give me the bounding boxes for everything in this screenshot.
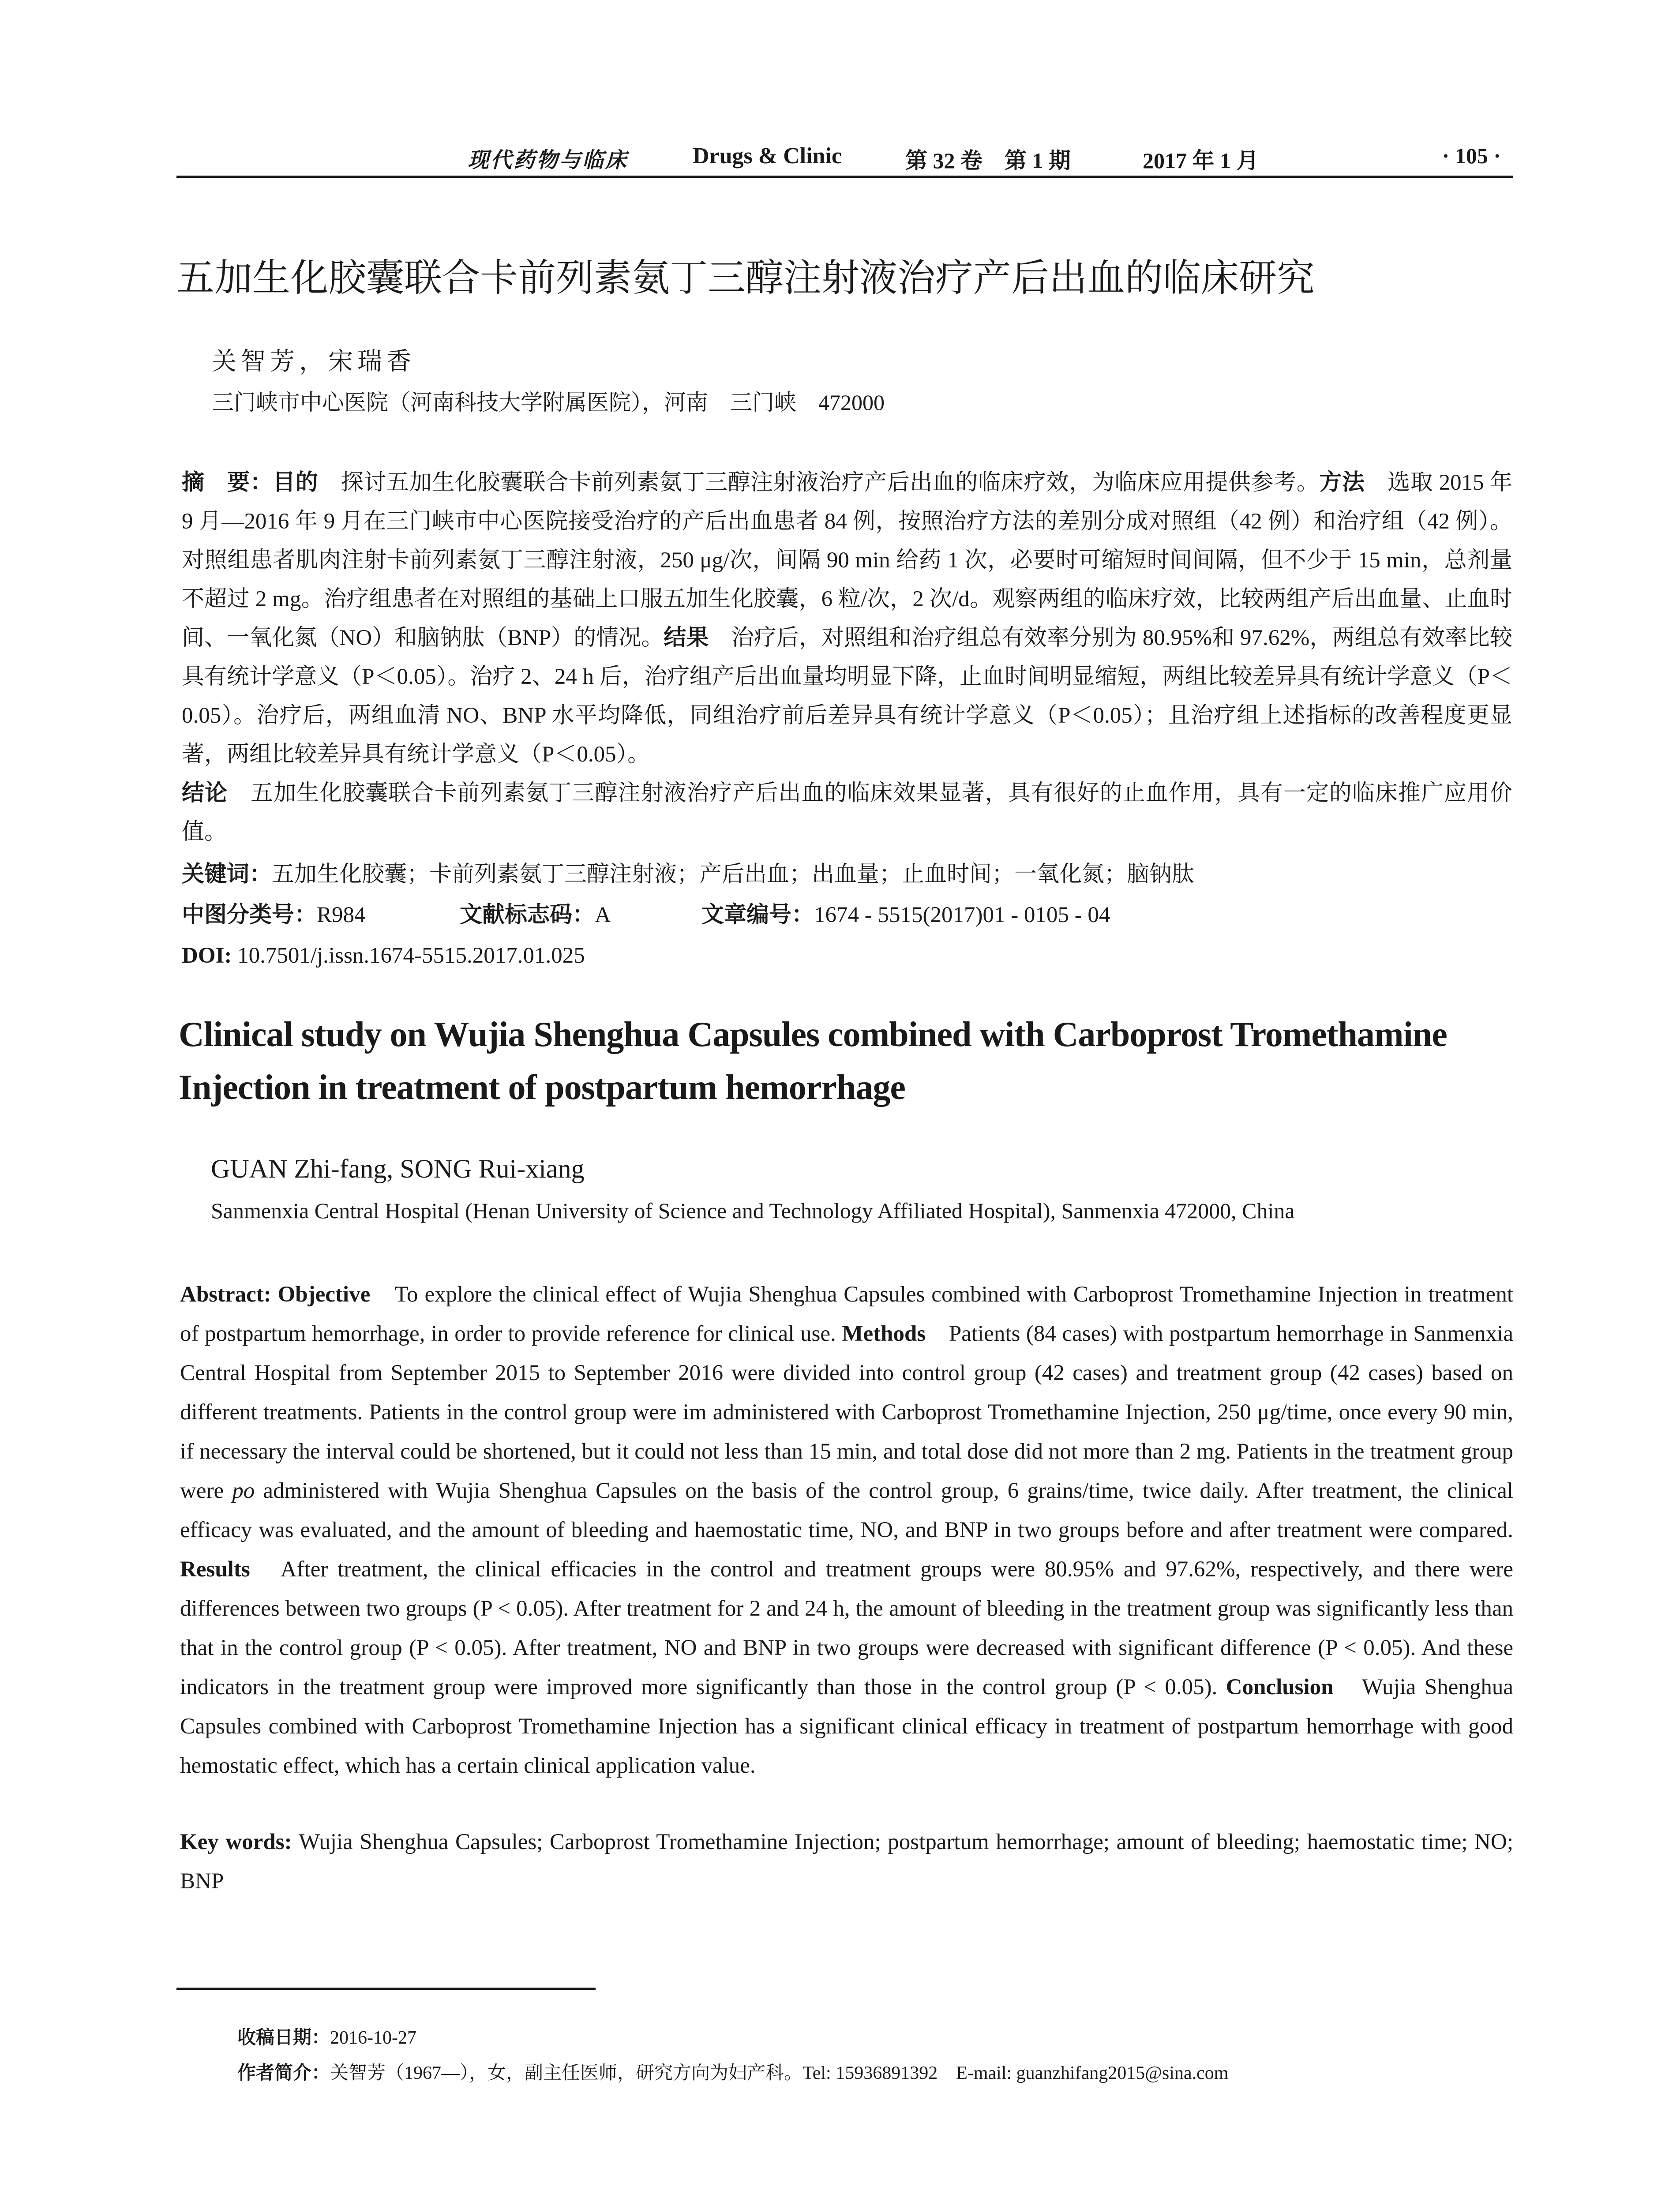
en-authors: GUAN Zhi-fang, SONG Rui-xiang	[211, 1154, 585, 1183]
en-results-label: Results	[180, 1557, 250, 1582]
en-conclusion-text: Wujia Shenghua Capsules combined with Carboprost Tromethamine Injection has a significant clinical efficacy in treatment of postpartum hemorrhage with good hemostatic effect, which has a certain clinical application value.	[180, 1675, 1513, 1778]
clc-code: 中图分类号： R984	[182, 902, 366, 928]
en-affiliation: Sanmenxia Central Hospital (Henan University of Science and Technology Affiliated Hospital), Sanmenxia 472000, China	[211, 1198, 1295, 1223]
en-keywords-label: Key words:	[180, 1830, 299, 1854]
cn-keywords-text: 五加生化胶囊；卡前列素氨丁三醇注射液；产后出血；出血量；止血时间；一氧化氮；脑钠肽	[272, 862, 1195, 887]
doi	[182, 936, 585, 975]
journal-name-cn: 现代药物与临床	[468, 149, 629, 172]
doi-value: 10.7501/j.issn.1674-5515.2017.01.025	[232, 943, 585, 968]
document-code: 文献标志码： A	[460, 902, 611, 928]
issue-date: 2017 年 1 月	[1143, 148, 1259, 173]
cn-methods-label: 方法	[1319, 469, 1365, 495]
en-objective-label: Objective	[278, 1282, 371, 1307]
en-methods-text: Patients (84 cases) with postpartum hemorrhage in Sanmenxia Central Hospital from September 2015 to September 2016 were divided into control group (42 cases) and treatment group (42 cases) based on different treatments. Patients in the control group were im administered with Carboprost Tromethamine Injection, 250 μg/time, once every 90 min, if necessary the interval could be shortened, but it could not less than 15 min, and total dose did not more than 2 mg. Patients in the treatment group were	[180, 1321, 1513, 1503]
cn-methods-text: 选取 2015 年 9 月—2016 年 9 月在三门峡市中心医院接受治疗的产后出血患者 84 例，按照治疗方法的差别分成对照组（42 例）和治疗组（42 例）。对照组患者肌肉注射卡前列素氨丁三醇注射液，250 μg/次，间隔 90 min 给药 1 次，必要时可缩短时间间隔，但不少于 15 min，总剂量不超过 2 mg。治疗组患者在对照组的基础上口服五加生化胶囊，6 粒/次，2 次/d。观察两组的临床疗效，比较两组产后出血量、止血时间、一氧化氮（NO）和脑钠肽（BNP）的情况。	[182, 470, 1512, 650]
en-methods-text-cont: administered with Wujia Shenghua Capsules on the basis of the control group, 6 grains/time, twice daily. After treatment, the clinical efficacy was evaluated, and the amount of bleeding and haemostatic time, NO, and BNP in two groups before and after treatment were compared.	[180, 1478, 1513, 1542]
cn-keywords	[182, 855, 1512, 894]
en-results-text: After treatment, the clinical efficacies in the control and treatment groups were 80.95% and 97.62%, respectively, and there were differences between two groups (P < 0.05). After treatment for 2 and 24 h, the amount of bleeding in the treatment group was significantly less than that in the control group (P < 0.05). After treatment, NO and BNP in two groups were decreased with significant difference (P < 0.05). And these indicators in the treatment group were improved more significantly than those in the control group (P < 0.05).	[180, 1557, 1513, 1700]
en-methods-po: po	[232, 1478, 255, 1503]
en-methods-label: Methods	[842, 1321, 926, 1346]
cn-results-text: 治疗后，对照组和治疗组总有效率分别为 80.95%和 97.62%，两组总有效率比较具有统计学意义（P＜0.05）。治疗 2、24 h 后，治疗组产后出血量均明显下降，止血时间明显缩短，两组比较差异具有统计学意义（P＜0.05）。治疗后，两组血清 NO、BNP 水平均降低，同组治疗前后差异具有统计学意义（P＜0.05）；且治疗组上述指标的改善程度更显著，两组比较差异具有统计学意义（P＜0.05）。	[182, 626, 1512, 767]
received-date: 收稿日期：2016-10-27	[237, 2026, 416, 2048]
cn-results-label: 结果	[664, 625, 709, 651]
cn-affiliation: 三门峡市中心医院（河南科技大学附属医院），河南 三门峡 472000	[212, 390, 885, 415]
author-bio: 作者简介：关智芳（1967—），女，副主任医师，研究方向为妇产科。Tel: 15936891392 E-mail: guanzhifang2015@sina.com	[237, 2062, 1229, 2083]
en-abstract	[180, 1275, 1513, 1786]
cn-objective-text: 探讨五加生化胶囊联合卡前列素氨丁三醇注射液治疗产后出血的临床疗效，为临床应用提供参考。	[318, 470, 1320, 495]
cn-objective-label: 目的	[273, 469, 319, 495]
journal-name-en: Drugs & Clinic	[693, 143, 842, 169]
article-number: 文章编号： 1674 - 5515(2017)01 - 0105 - 04	[701, 902, 1110, 928]
cn-keywords-label: 关键词：	[182, 861, 272, 887]
page-number: · 105 ·	[1442, 143, 1501, 168]
en-objective-text: To explore the clinical effect of Wujia Shenghua Capsules combined with Carboprost Tromethamine Injection in treatment of postpartum hemorrhage, in order to provide reference for clinical use.	[180, 1282, 1513, 1346]
en-conclusion-label: Conclusion	[1226, 1675, 1334, 1700]
running-header	[176, 140, 1513, 178]
cn-title: 五加生化胶囊联合卡前列素氨丁三醇注射液治疗产后出血的临床研究	[176, 256, 1315, 300]
cn-authors: 关智芳，宋瑞香	[212, 348, 416, 375]
cn-conclusion-label: 结论	[182, 780, 228, 806]
cn-abstract	[182, 463, 1512, 852]
doi-label: DOI:	[182, 943, 232, 968]
footnote-rule	[176, 1988, 596, 1990]
en-keywords-text: Wujia Shenghua Capsules; Carboprost Tromethamine Injection; postpartum hemorrhage; amount of bleeding; haemostatic time; NO; BNP	[180, 1830, 1513, 1894]
cn-conclusion-text: 五加生化胶囊联合卡前列素氨丁三醇注射液治疗产后出血的临床效果显著，具有很好的止血作用，具有一定的临床推广应用价值。	[182, 781, 1512, 844]
cn-classification-row	[182, 896, 1512, 934]
cn-abstract-label: 摘 要：	[182, 469, 273, 495]
en-keywords	[180, 1823, 1513, 1901]
en-title: Clinical study on Wujia Shenghua Capsules combined with Carboprost Tromethamine Injection in treatment of postpartum hemorrhage	[179, 1015, 1447, 1107]
en-abstract-label: Abstract:	[180, 1282, 278, 1307]
volume-issue: 第 32 卷 第 1 期	[905, 148, 1071, 173]
